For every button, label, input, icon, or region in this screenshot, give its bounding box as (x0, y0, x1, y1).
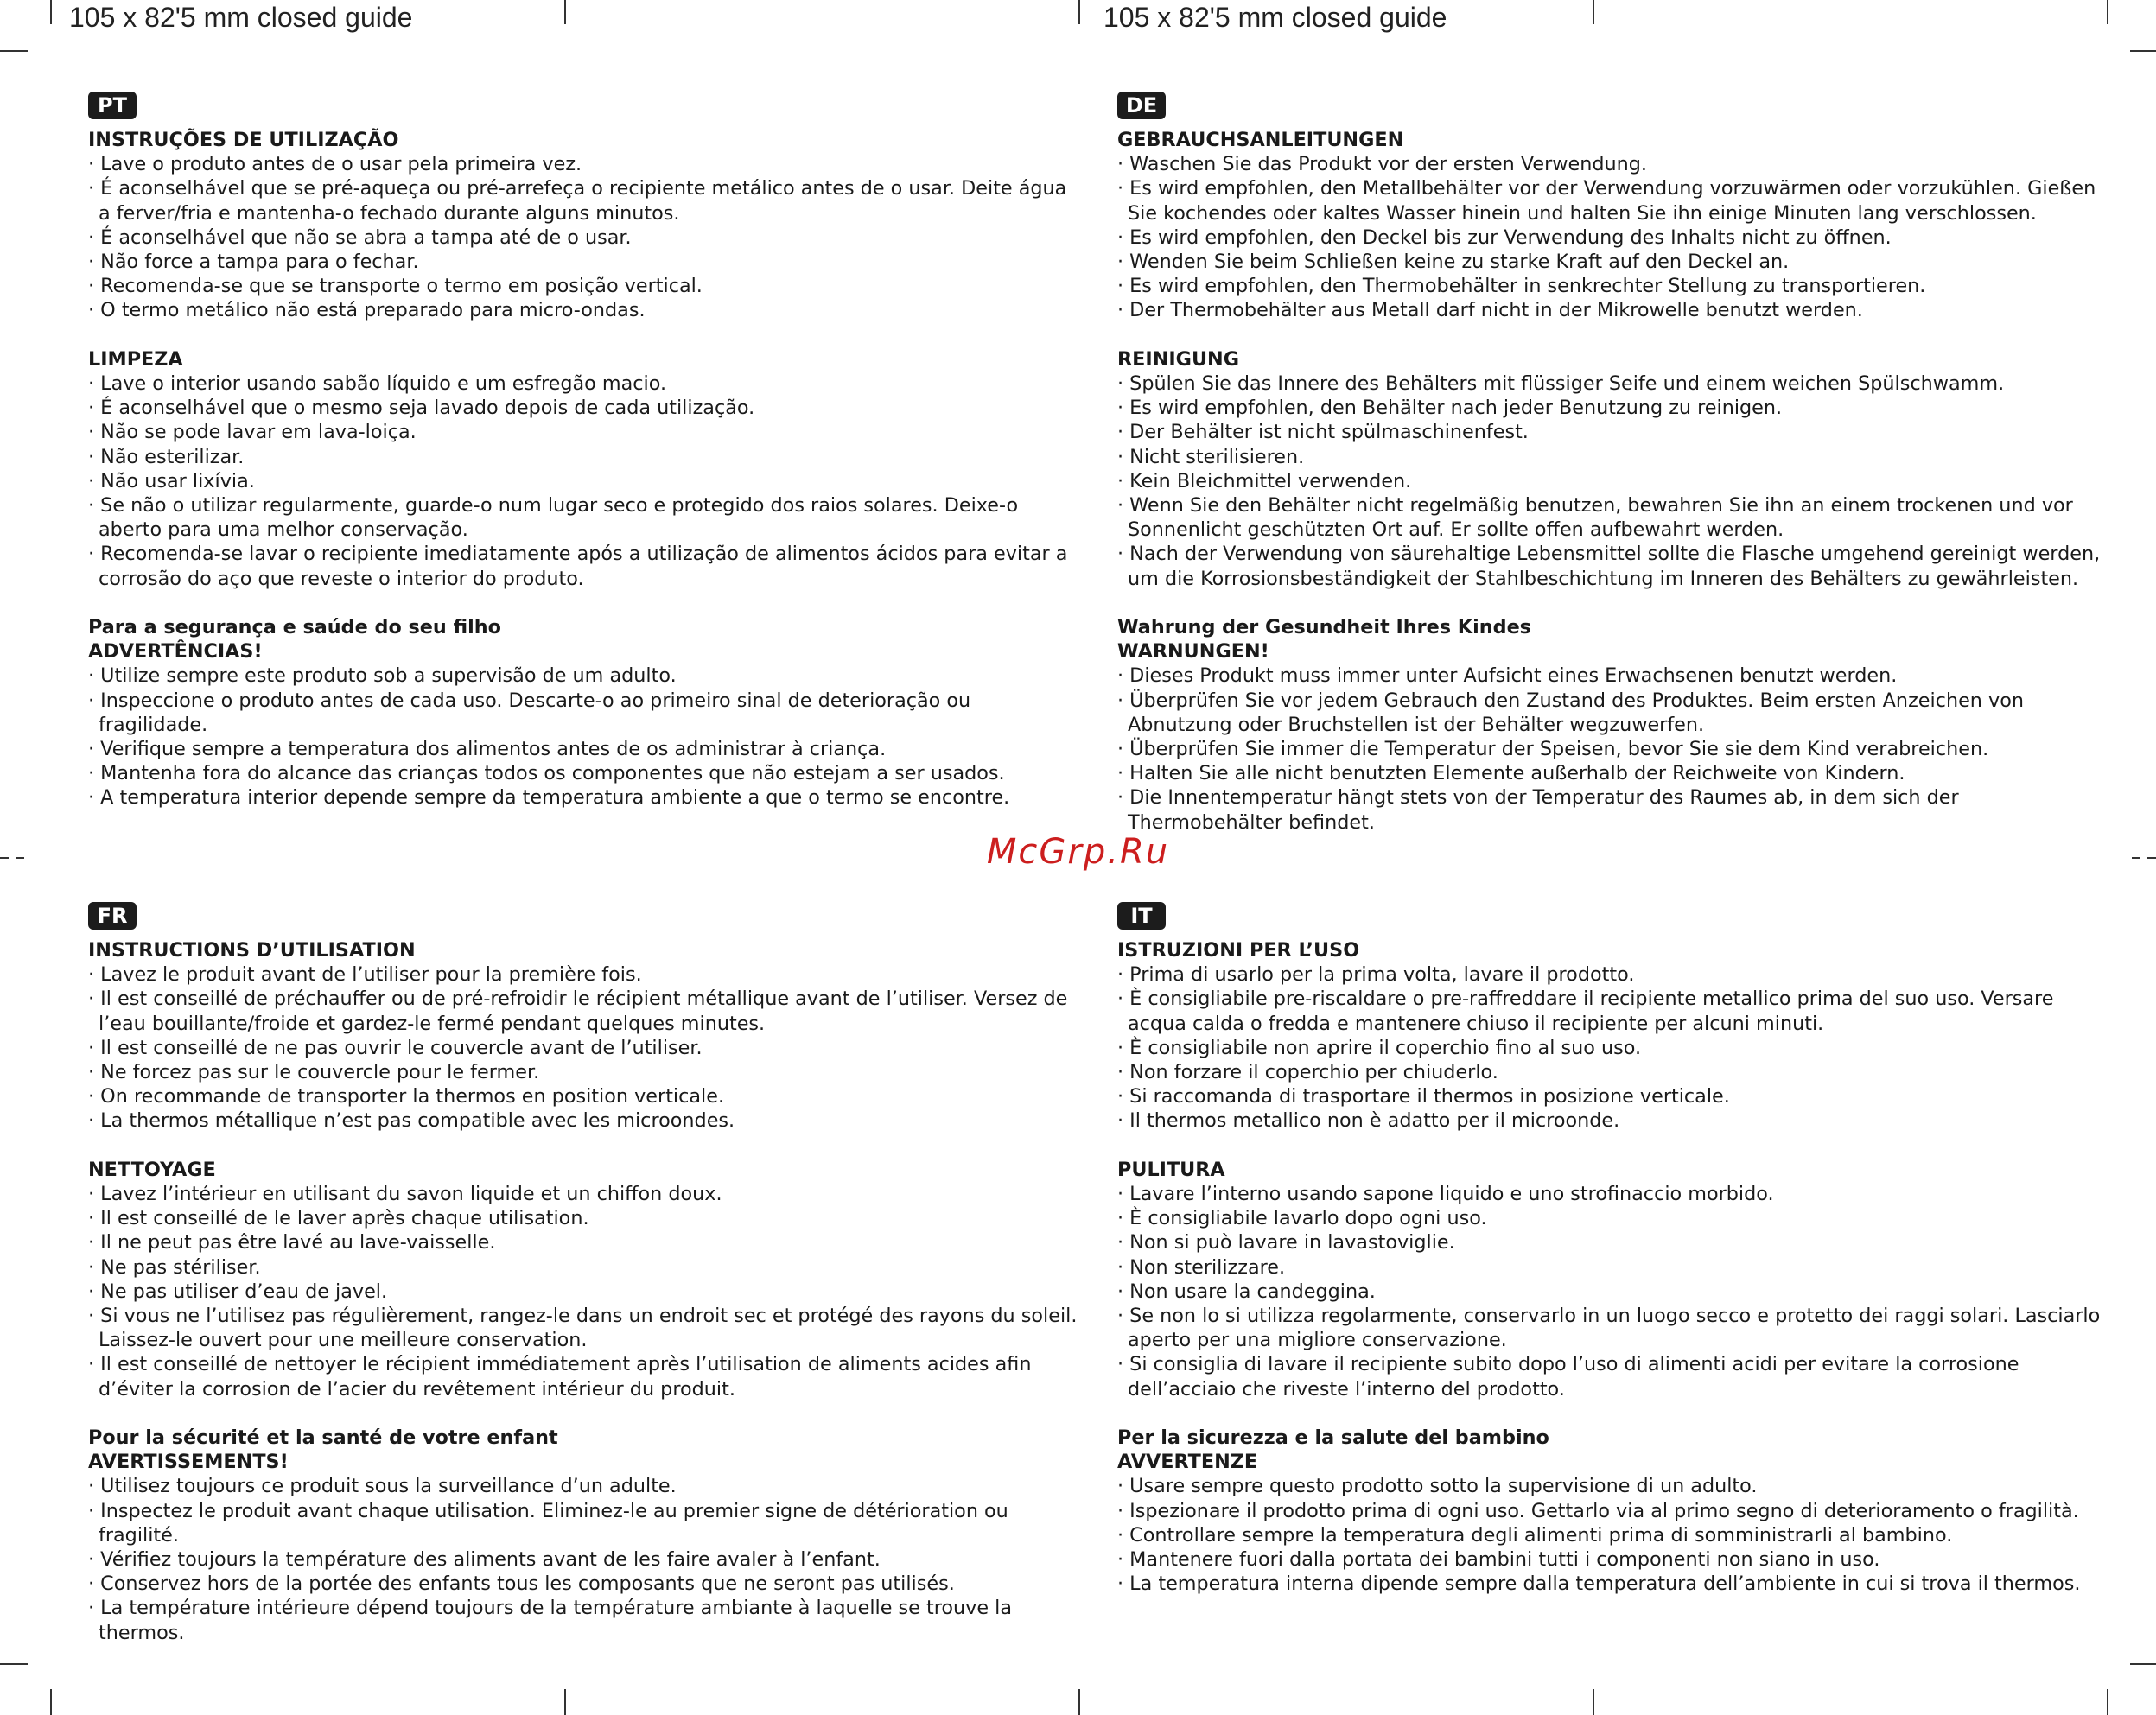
list-item: · È consigliabile lavarlo dopo ogni uso. (1117, 1207, 1487, 1230)
crop-mark (50, 0, 52, 24)
list-item: · Der Behälter ist nicht spülmaschinenfest. (1117, 421, 1529, 444)
list-item: · Utilisez toujours ce produit sous la surveillance d’un adulte. (88, 1475, 677, 1498)
list-item: · Si raccomanda di trasportare il thermos in posizione verticale. (1117, 1085, 1730, 1108)
section-fr (88, 902, 1082, 1645)
list-item: · Inspectez le produit avant chaque utilisation. Eliminez-le au premier signe de détérioration ou fragilité. (88, 1499, 1008, 1547)
list-item: · Die Innentemperatur hängt stets von der Temperatur des Raumes ab, in dem sich der Thermobehälter befindet. (1117, 786, 1959, 834)
crop-mark (0, 1663, 28, 1665)
usage-heading: INSTRUÇÕES DE UTILIZAÇÃO (88, 129, 399, 151)
list-item: · Wenn Sie den Behälter nicht regelmäßig benutzen, bewahren Sie ihn an einem trockenen und vor Sonnenlicht geschützten Ort auf. Er sollte offen aufbewahrt werden. (1117, 494, 2073, 542)
language-badge-pt: PT (88, 92, 137, 119)
warnings-heading: WARNUNGEN! (1117, 640, 1269, 664)
list-item: · Verifique sempre a temperatura dos alimentos antes de os administrar à criança. (88, 738, 887, 761)
list-item: · Não esterilizar. (88, 445, 245, 468)
list-item: · Ne forcez pas sur le couvercle pour le fermer. (88, 1061, 540, 1084)
list-item: · On recommande de transporter la thermos en position verticale. (88, 1085, 725, 1108)
crop-mark (2130, 1663, 2156, 1665)
section-it (1117, 902, 2111, 1596)
crop-mark (1593, 1689, 1594, 1715)
page-header-left: 105 x 82'5 mm closed guide (69, 2, 413, 33)
warnings-heading: AVVERTENZE (1117, 1451, 1258, 1474)
list-item: · Ispezionare il prodotto prima di ogni uso. Gettarlo via al primo segno di deterioramento o fragilità. (1117, 1499, 2079, 1522)
list-item: · Il ne peut pas être lavé au lave-vaisselle. (88, 1231, 496, 1254)
list-item: · Não usar lixívia. (88, 469, 255, 492)
crop-mark (2130, 50, 2156, 52)
list-item: · Il est conseillé de le laver après chaque utilisation. (88, 1207, 589, 1230)
crop-mark (0, 50, 28, 52)
language-badge-it: IT (1117, 902, 1166, 930)
list-item: · Non usare la candeggina. (1117, 1280, 1376, 1303)
section-de (1117, 92, 2111, 835)
list-item: · La temperatura interna dipende sempre dalla temperatura dell’ambiente in cui si trova il thermos. (1117, 1572, 2081, 1596)
list-item: · Utilize sempre este produto sob a supervisão de um adulto. (88, 664, 677, 688)
list-item: · Se não o utilizar regularmente, guarde-o num lugar seco e protegido dos raios solares. Deixe-o aberto para uma melhor conservação. (88, 494, 1019, 542)
crop-mark (2107, 0, 2108, 24)
list-item: · Nach der Verwendung von säurehaltige Lebensmittel sollte die Flasche umgehend gereinigt werden, um die Korrosionsbeständigkeit der Stahlbeschichtung im Inneren des Behälters zu gewährleisten. (1117, 543, 2101, 590)
list-item: · Lavez l’intérieur en utilisant du savon liquide et un chiffon doux. (88, 1183, 722, 1206)
language-badge-de: DE (1117, 92, 1166, 119)
list-item: · È consigliabile pre-riscaldare o pre-raffreddare il recipiente metallico prima del suo uso. Versare acqua calda o fredda e mantenere chiuso il recipiente per alcuni minuti. (1117, 988, 2054, 1035)
crop-mark (564, 0, 566, 24)
list-item: · Lavez le produit avant de l’utiliser pour la première fois. (88, 963, 642, 987)
safety-heading: Per la sicurezza e la salute del bambino (1117, 1426, 1549, 1450)
crop-mark (1078, 1689, 1080, 1715)
list-item: · Überprüfen Sie immer die Temperatur der Speisen, bevor Sie sie dem Kind verabreichen. (1117, 738, 1989, 761)
list-item: · Inspeccione o produto antes de cada uso. Descarte-o ao primeiro sinal de deterioração ou fragilidade. (88, 689, 971, 736)
safety-heading: Wahrung der Gesundheit Ihres Kindes (1117, 616, 1531, 639)
list-item: · Lavare l’interno usando sapone liquido e uno strofinaccio morbido. (1117, 1183, 1774, 1206)
crop-mark (50, 1689, 52, 1715)
warnings-heading: AVERTISSEMENTS! (88, 1451, 289, 1474)
safety-heading: Pour la sécurité et la santé de votre enfant (88, 1426, 558, 1450)
list-item: · Vérifiez toujours la température des aliments avant de les faire avaler à l’enfant. (88, 1548, 881, 1572)
language-badge-fr: FR (88, 902, 137, 930)
list-item: · Se non lo si utilizza regolarmente, conservarlo in un luogo secco e protetto dei raggi solari. Lasciarlo aperto per una migliore conservazione. (1117, 1305, 2101, 1352)
crop-mark (2107, 1689, 2108, 1715)
list-item: · Kein Bleichmittel verwenden. (1117, 469, 1412, 492)
list-item: · Prima di usarlo per la prima volta, lavare il prodotto. (1117, 963, 1635, 987)
list-item: · Lave o produto antes de o usar pela primeira vez. (88, 153, 582, 176)
cleaning-heading: REINIGUNG (1117, 347, 1240, 371)
cleaning-heading: LIMPEZA (88, 347, 183, 371)
crop-mark (564, 1689, 566, 1715)
list-item: · Non si può lavare in lavastoviglie. (1117, 1231, 1455, 1254)
list-item: · Mantenha fora do alcance das crianças todos os componentes que não estejam a ser usados. (88, 762, 1005, 785)
list-item: · Controllare sempre la temperatura degli alimenti prima di somministrarli al bambino. (1117, 1523, 1953, 1547)
list-item: · O termo metálico não está preparado para micro-ondas. (88, 299, 646, 322)
list-item: · Si consiglia di lavare il recipiente subito dopo l’uso di alimenti acidi per evitare la corrosione dell’acciaio che riveste l’interno del prodotto. (1117, 1353, 2019, 1401)
usage-heading: ISTRUZIONI PER L’USO (1117, 939, 1360, 962)
list-item: · Não se pode lavar em lava-loiça. (88, 421, 417, 444)
page-header-right: 105 x 82'5 mm closed guide (1103, 2, 1447, 33)
list-item: · Conservez hors de la portée des enfants tous les composants que ne seront pas utilisés. (88, 1572, 955, 1596)
list-item: · Spülen Sie das Innere des Behälters mit flüssiger Seife und einem weichen Spülschwamm. (1117, 372, 2005, 396)
crop-mark (1593, 0, 1594, 24)
list-item: · A temperatura interior depende sempre da temperatura ambiente a que o termo se encontre. (88, 786, 1010, 810)
watermark: McGrp.Ru (986, 832, 1170, 872)
list-item: · Dieses Produkt muss immer unter Aufsicht eines Erwachsenen benutzt werden. (1117, 664, 1898, 688)
list-item: · Non forzare il coperchio per chiuderlo. (1117, 1061, 1498, 1084)
list-item: · Lave o interior usando sabão líquido e um esfregão macio. (88, 372, 667, 396)
usage-heading: INSTRUCTIONS D’UTILISATION (88, 939, 416, 962)
list-item: · Der Thermobehälter aus Metall darf nicht in der Mikrowelle benutzt werden. (1117, 299, 1863, 322)
list-item: · Es wird empfohlen, den Thermobehälter in senkrechter Stellung zu transportieren. (1117, 275, 1926, 298)
list-item: · Usare sempre questo prodotto sotto la supervisione di un adulto. (1117, 1475, 1758, 1498)
list-item: · Es wird empfohlen, den Deckel bis zur Verwendung des Inhalts nicht zu öffnen. (1117, 225, 1892, 249)
list-item: · Não force a tampa para o fechar. (88, 251, 419, 274)
list-item: · La thermos métallique n’est pas compatible avec les microondes. (88, 1109, 735, 1133)
list-item: · Waschen Sie das Produkt vor der ersten Verwendung. (1117, 153, 1648, 176)
list-item: · Il est conseillé de préchauffer ou de pré-refroidir le récipient métallique avant de l’utiliser. Versez de l’eau bouillante/froide et gardez-le fermé pendant quelques minutes. (88, 988, 1068, 1035)
list-item: · Wenden Sie beim Schließen keine zu starke Kraft auf den Deckel an. (1117, 251, 1790, 274)
safety-heading: Para a segurança e saúde do seu filho (88, 616, 501, 639)
cleaning-heading: NETTOYAGE (88, 1158, 216, 1181)
list-item: · É aconselhável que o mesmo seja lavado depois de cada utilização. (88, 397, 755, 420)
list-item: · Ne pas utiliser d’eau de javel. (88, 1280, 388, 1303)
list-item: · Non sterilizzare. (1117, 1255, 1286, 1279)
list-item: · Il est conseillé de nettoyer le récipient immédiatement après l’utilisation de aliments acides afin d’éviter la corrosion de l’acier du revêtement intérieur du produit. (88, 1353, 1032, 1401)
list-item: · Il est conseillé de ne pas ouvrir le couvercle avant de l’utiliser. (88, 1036, 703, 1059)
list-item: · Recomenda-se que se transporte o termo em posição vertical. (88, 275, 703, 298)
list-item: · Überprüfen Sie vor jedem Gebrauch den Zustand des Produktes. Beim ersten Anzeichen von Abnutzung oder Bruchstellen ist der Behälter wegzuwerfen. (1117, 689, 2024, 736)
list-item: · É aconselhável que não se abra a tampa até de o usar. (88, 225, 632, 249)
list-item: · La température intérieure dépend toujours de la température ambiante à laquelle se trouve la thermos. (88, 1597, 1013, 1644)
crop-mark (1078, 0, 1080, 24)
list-item: · È consigliabile non aprire il coperchio fino al suo uso. (1117, 1036, 1642, 1059)
section-pt (88, 92, 1082, 810)
list-item: · Es wird empfohlen, den Behälter nach jeder Benutzung zu reinigen. (1117, 397, 1783, 420)
list-item: · Il thermos metallico non è adatto per il microonde. (1117, 1109, 1620, 1133)
list-item: · Halten Sie alle nicht benutzten Elemente außerhalb der Reichweite von Kindern. (1117, 762, 1905, 785)
list-item: · Recomenda-se lavar o recipiente imediatamente após a utilização de alimentos ácidos para evitar a corrosão do aço que reveste o interior do produto. (88, 543, 1068, 590)
cleaning-heading: PULITURA (1117, 1158, 1225, 1181)
list-item: · Mantenere fuori dalla portata dei bambini tutti i componenti non siano in uso. (1117, 1548, 1880, 1572)
list-item: · Si vous ne l’utilisez pas régulièrement, rangez-le dans un endroit sec et protégé des rayons du soleil. Laissez-le ouvert pour une meilleure conservation. (88, 1305, 1078, 1352)
list-item: · Es wird empfohlen, den Metallbehälter vor der Verwendung vorzuwärmen oder vorzukühlen. Gießen Sie kochendes oder kaltes Wasser hinein und halten Sie ihn einige Minuten lang verschlossen. (1117, 177, 2096, 225)
warnings-heading: ADVERTÊNCIAS! (88, 640, 263, 664)
usage-heading: GEBRAUCHSANLEITUNGEN (1117, 129, 1404, 151)
list-item: · Nicht sterilisieren. (1117, 445, 1305, 468)
list-item: · É aconselhável que se pré-aqueça ou pré-arrefeça o recipiente metálico antes de o usar. Deite água a ferver/fria e mantenha-o fechado durante alguns minutos. (88, 177, 1067, 225)
list-item: · Ne pas stériliser. (88, 1255, 261, 1279)
